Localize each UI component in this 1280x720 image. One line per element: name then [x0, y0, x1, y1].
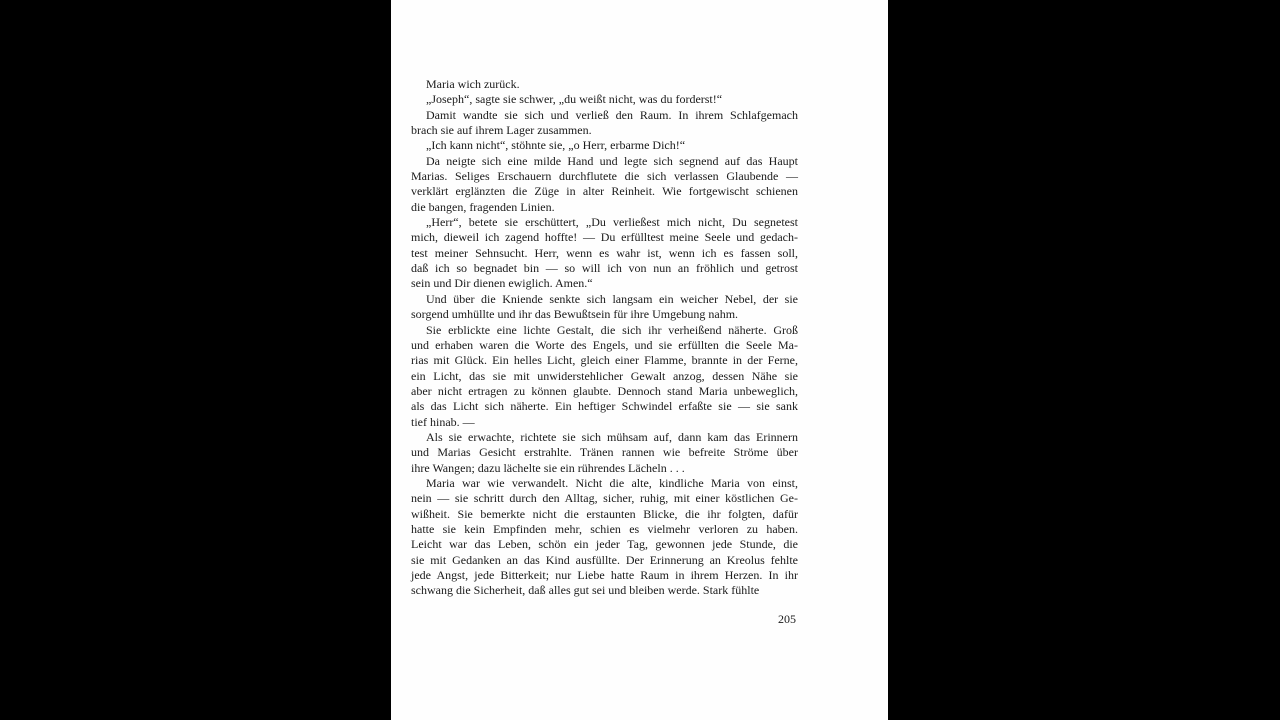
paragraph: [411, 476, 798, 599]
text-line: Da neigte sich eine milde Hand und legte sich segnend auf das Haupt: [426, 153, 798, 168]
text-line: sie mit Gedanken an das Kind ausfüllte. Der Erinnerung an Kreolus fehlte: [411, 552, 798, 567]
text-line: jede Angst, jede Bitterkeit; nur Liebe hatte Raum in ihrem Herzen. In ihr: [411, 568, 798, 582]
text-line: verklärt erglänzten die Züge in alter Reinheit. Wie fortgewischt schienen: [411, 184, 798, 199]
text-line: test meiner Sehnsucht. Herr, wenn es wahr ist, wenn ich es fassen soll,: [411, 245, 798, 260]
paragraph: [411, 215, 798, 292]
text-line: nein — sie schritt durch den Alltag, sicher, ruhig, mit einer köstlichen Ge-: [411, 491, 798, 506]
text-line: rias mit Glück. Ein helles Licht, gleich einer Flamme, brannte in der Ferne,: [411, 353, 798, 368]
text-line: sorgend umhüllte und ihr das Bewußtsein für ihre Umgebung nahm.: [411, 307, 739, 322]
text-line: Maria wich zurück.: [426, 77, 520, 91]
text-line: hatte sie kein Empfinden mehr, schien es vielmehr verloren zu haben.: [411, 521, 798, 536]
text-line: schwang die Sicherheit, daß alles gut sei und bleiben werde. Stark fühlte: [411, 583, 760, 598]
text-line: mich, dieweil ich zagend hoffte! — Du erfülltest meine Seele und gedach-: [411, 230, 798, 245]
text-line: und Marias Gesicht erstrahlte. Tränen rannen wie befreite Ströme über: [411, 445, 798, 460]
paragraph: [411, 108, 798, 139]
text-line: und erhaben waren die Worte des Engels, und sie erfüllten die Seele Ma-: [411, 337, 798, 352]
text-line: Damit wandte sie sich und verließ den Raum. In ihrem Schlafgemach: [426, 107, 798, 122]
paragraph: [411, 323, 798, 430]
text-line: ein Licht, das sie mit unwiderstehlicher Gewalt anzog, dessen Nähe sie: [411, 368, 798, 383]
text-line: „Joseph“, sagte sie schwer, „du weißt nicht, was du forderst!“: [426, 92, 723, 107]
text-line: die bangen, fragenden Linien.: [411, 199, 555, 214]
book-page: [391, 0, 888, 720]
text-line: Marias. Seliges Erschauern durchflutete die sich verlassen Glaubende —: [411, 169, 798, 184]
text-line: ihre Wangen; dazu lächelte sie ein rührendes Lächeln . . .: [411, 460, 685, 475]
page-number: 205: [778, 612, 796, 626]
text-line: daß ich so begnadet bin — so will ich von nun an fröhlich und getrost: [411, 261, 798, 276]
text-line: Und über die Kniende senkte sich langsam ein weicher Nebel, der sie: [426, 291, 798, 306]
text-line: als das Licht sich näherte. Ein heftiger Schwindel erfaßte sie — sie sank: [411, 399, 798, 414]
text-line: aber nicht ertragen zu können glaubte. Dennoch stand Maria unbeweglich,: [411, 383, 798, 398]
paragraph: [411, 154, 798, 215]
text-line: „Herr“, betete sie erschüttert, „Du verließest mich nicht, Du segnetest: [426, 215, 798, 230]
body-text: [411, 77, 798, 599]
paragraph: [411, 77, 798, 92]
paragraph: [411, 92, 798, 107]
text-line: „Ich kann nicht“, stöhnte sie, „o Herr, erbarme Dich!“: [426, 138, 686, 153]
paragraph: [411, 138, 798, 153]
text-line: Als sie erwachte, richtete sie sich mühsam auf, dann kam das Erinnern: [426, 429, 798, 444]
text-line: sein und Dir dienen ewiglich. Amen.“: [411, 276, 593, 291]
text-line: Leicht war das Leben, schön ein jeder Tag, gewonnen jede Stunde, die: [411, 537, 798, 552]
text-line: tief hinab. —: [411, 414, 475, 429]
text-line: brach sie auf ihrem Lager zusammen.: [411, 123, 592, 138]
text-line: Maria war wie verwandelt. Nicht die alte, kindliche Maria von einst,: [426, 475, 798, 490]
text-line: Sie erblickte eine lichte Gestalt, die sich ihr verheißend näherte. Groß: [426, 322, 798, 337]
paragraph: [411, 430, 798, 476]
paragraph: [411, 292, 798, 323]
text-line: wißheit. Sie bemerkte nicht die erstaunten Blicke, die ihr folgten, dafür: [411, 506, 798, 521]
